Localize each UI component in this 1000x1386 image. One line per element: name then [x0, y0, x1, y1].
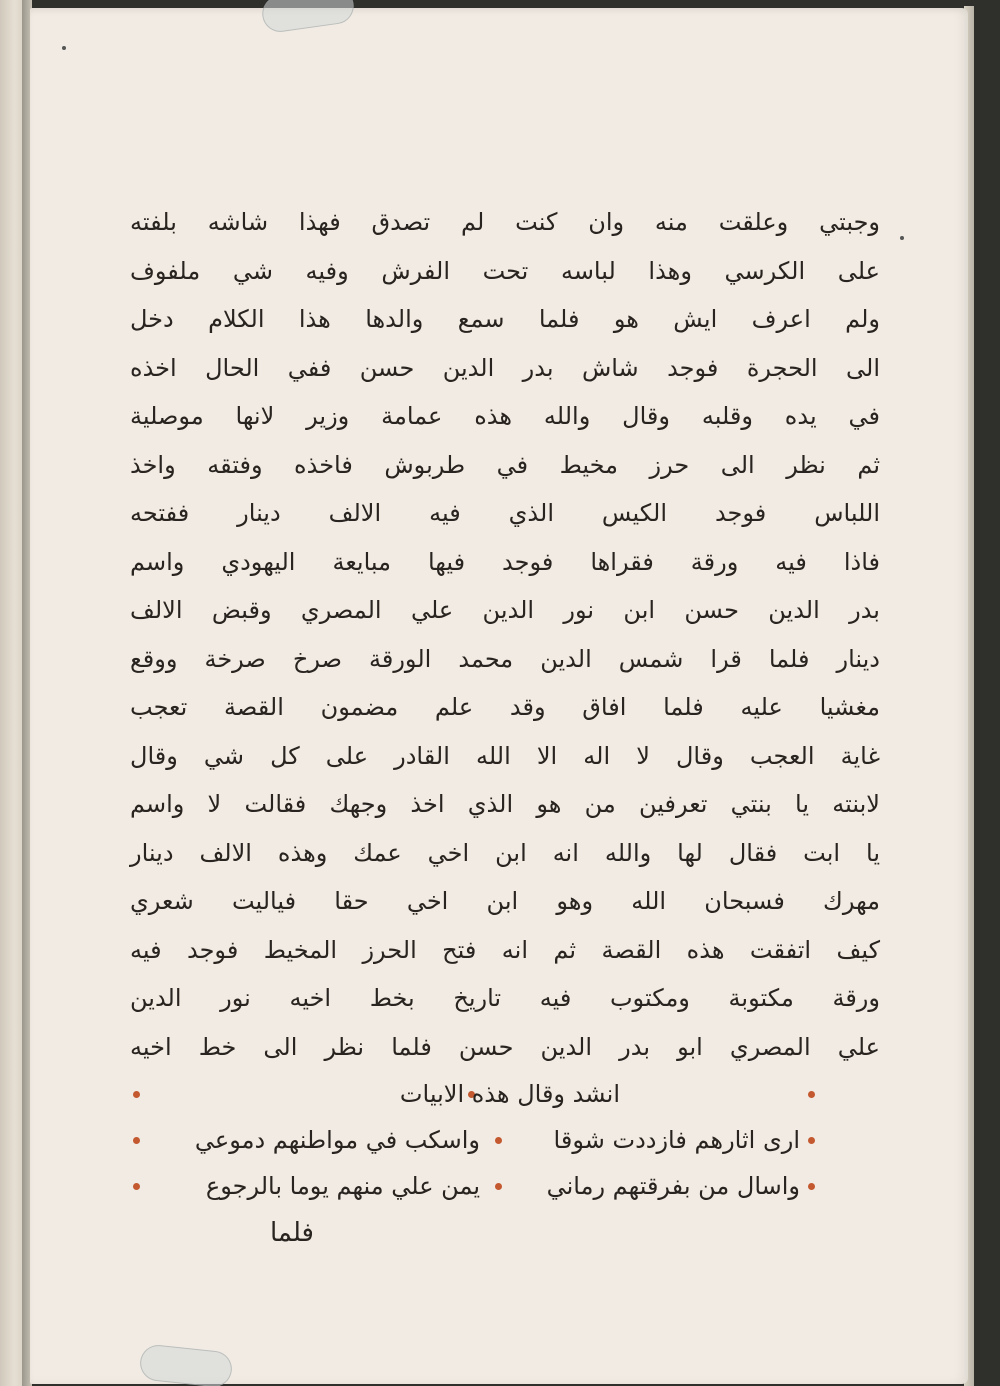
text-line: في يده وقلبه وقال والله هذه عمامة وزير لانها موصلية [130, 402, 880, 430]
text-line: علي المصري ابو بدر الدين حسن فلما نظر الى خط اخيه [130, 1032, 880, 1061]
text-line: اللباس فوجد الكيس الذي فيه الالف دينار ففتحه [130, 499, 880, 527]
text-line: يا ابت فقال لها والله انه ابن اخي عمك وهذه الالف دينار [130, 838, 880, 867]
verse-line [90, 1117, 920, 1163]
facing-page-edge [0, 0, 24, 1386]
catchword: فلما [270, 1218, 314, 1248]
rubric-dot [133, 1183, 140, 1190]
verse-first-hemistich: ارى اثارهم فازددت شوقا [553, 1126, 800, 1154]
text-line: ثم نظر الى حرز مخيط في طربوش فاخذه وفتقه واخذ [130, 450, 880, 479]
ink-speck [62, 46, 66, 50]
main-text-block [90, 198, 920, 1209]
text-line: ورقة مكتوبة ومكتوب فيه تاريخ بخط اخيه نور الدين [130, 984, 880, 1012]
manuscript-folio [30, 8, 968, 1384]
text-line: كيف اتفقت هذه القصة ثم انه فتح الحرز المخيط فوجد فيه [130, 935, 880, 964]
rubric-dot [495, 1137, 502, 1144]
rubric-dot [133, 1137, 140, 1144]
text-line: الى الحجرة فوجد شاش بدر الدين حسن ففي الحال اخذه [130, 353, 880, 382]
verse-first-hemistich: واسال من بفرقتهم رماني [546, 1172, 800, 1200]
text-line: وجبتي وعلقت منه وان كنت لم تصدق فهذا شاشه بلفته [130, 208, 880, 236]
verse-line [90, 1163, 920, 1209]
rubric-dot [808, 1183, 815, 1190]
text-line: على الكرسي وهذا لباسه تحت الفرش وفيه شي ملفوف [130, 256, 880, 285]
text-line: مهرك فسبحان الله وهو ابن اخي حقا فياليت شعري [130, 887, 880, 915]
text-line: غاية العجب وقال لا اله الا الله القادر على كل شي وقال [130, 741, 880, 770]
rubric-dot [808, 1137, 815, 1144]
verse-second-hemistich: يمن علي منهم يوما بالرجوع [205, 1172, 480, 1200]
verse-second-hemistich: واسكب في مواطنهم دموعي [194, 1126, 480, 1154]
rubric-dot [808, 1091, 815, 1098]
text-line: ولم اعرف ايش هو فلما سمع والدها هذا الكلام دخل [130, 305, 880, 333]
text-line: دينار فلما قرا شمس الدين محمد الورقة صرخ صرخة ووقع [130, 644, 880, 673]
text-line: بدر الدين حسن ابن نور الدين علي المصري وقبض الالف [130, 596, 880, 624]
text-line: لابنته يا بنتي تعرفين من هو الذي اخذ وجهك فقالت لا واسم [130, 790, 880, 818]
rubric-dot [133, 1091, 140, 1098]
rubric-dot [495, 1183, 502, 1190]
verse-heading-row [90, 1071, 920, 1117]
text-line: فاذا فيه ورقة فقراها فوجد فيها مبايعة اليهودي واسم [130, 547, 880, 576]
verse-heading: انشد وقال هذه الابيات [399, 1080, 620, 1108]
text-line: مغشيا عليه فلما افاق وقد علم مضمون القصة تعجب [130, 693, 880, 721]
